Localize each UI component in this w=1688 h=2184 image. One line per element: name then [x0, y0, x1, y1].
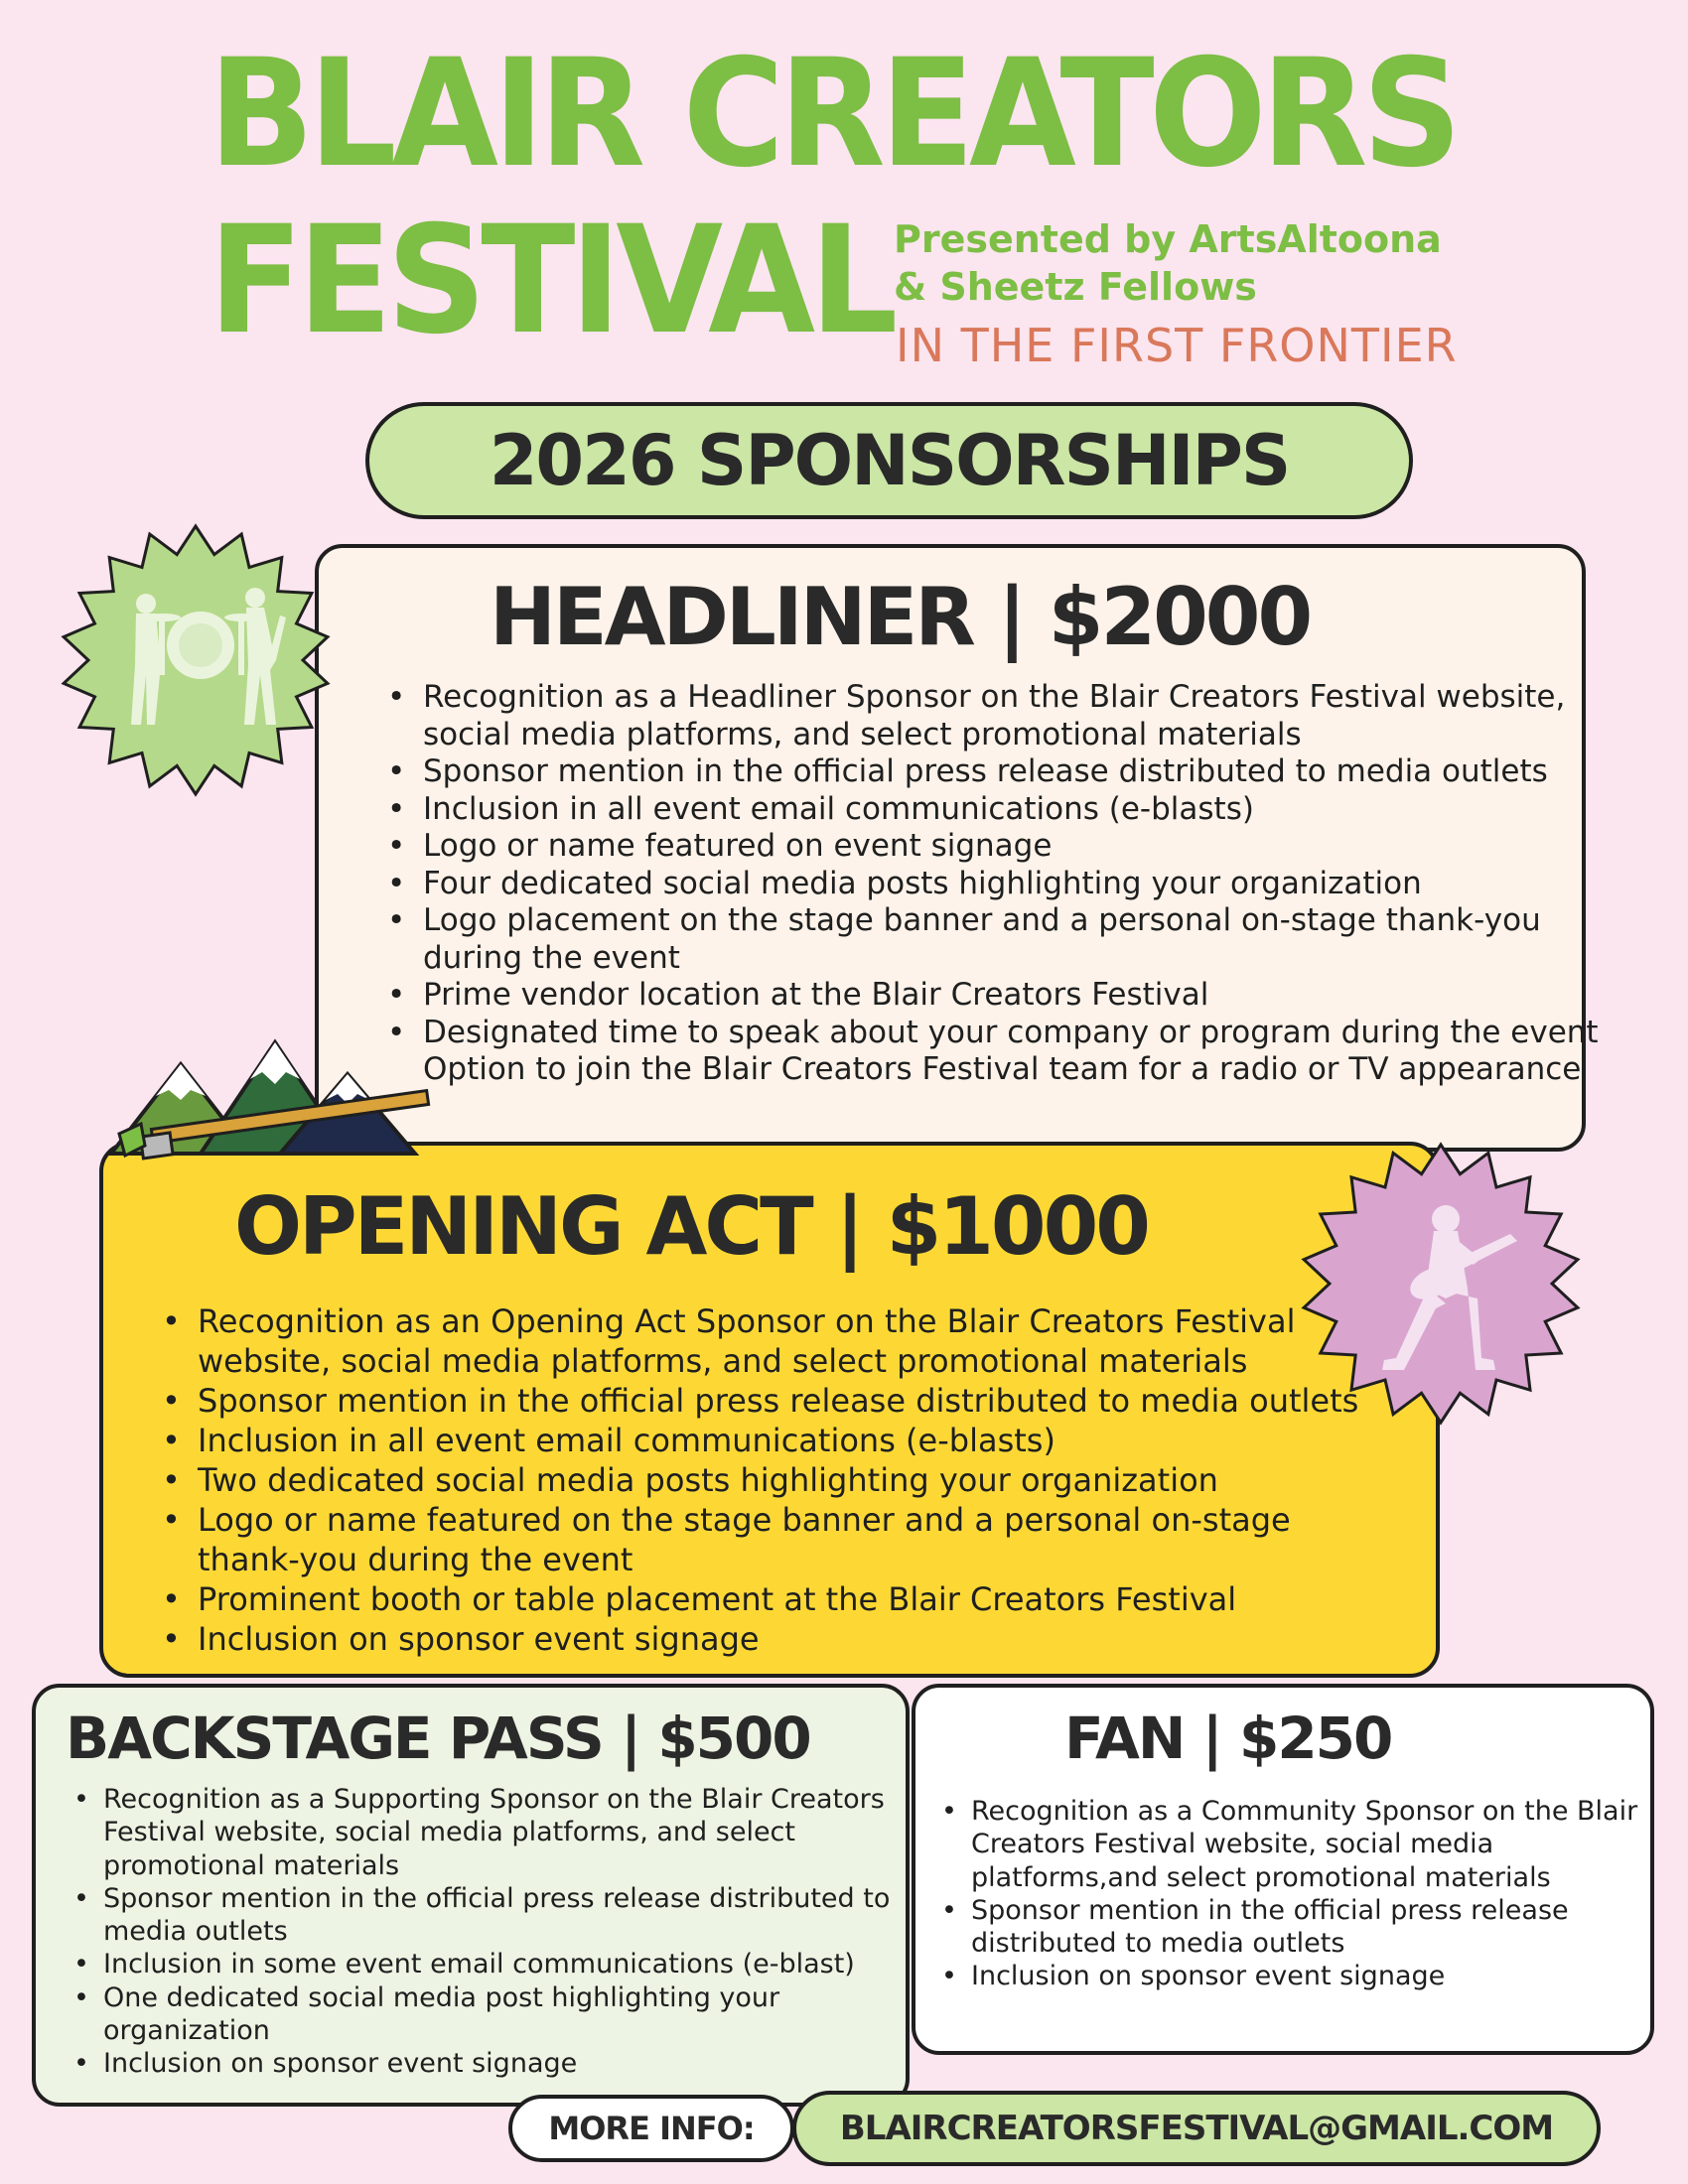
list-item: • Sponsor mention in the official press release distributed to media outlets	[423, 753, 1605, 791]
list-item: • Logo placement on the stage banner and a personal on-stage thank-you during the event	[423, 902, 1605, 977]
presented-by-line2: & Sheetz Fellows	[894, 265, 1257, 309]
more-info-label: MORE INFO:	[508, 2095, 794, 2162]
contact-email-link[interactable]: BLAIRCREATORSFESTIVAL@GMAIL.COM	[792, 2091, 1601, 2166]
headliner-benefits-list	[383, 679, 1605, 1089]
list-item: • Inclusion in some event email communications (e-blast)	[103, 1948, 927, 1980]
guitarist-silhouette-icon	[1297, 1140, 1585, 1428]
festival-title-line2: FESTIVAL	[209, 195, 893, 367]
opening-act-benefits-list	[158, 1301, 1389, 1659]
tagline: IN THE FIRST FRONTIER	[896, 319, 1458, 372]
list-item: • Two dedicated social media posts highlighting your organization	[198, 1460, 1389, 1500]
band-silhouette-icon	[52, 526, 340, 794]
opening-act-tier-title: OPENING ACT | $1000	[234, 1180, 1148, 1273]
list-item: • Logo or name featured on event signage	[423, 828, 1605, 866]
list-item: • Sponsor mention in the official press release distributed to media outlets	[198, 1381, 1389, 1421]
list-item: • Logo or name featured on the stage banner and a personal on-stage thank-you during the event	[198, 1500, 1389, 1579]
fan-tier-title: FAN | $250	[1064, 1705, 1392, 1772]
list-item: • Inclusion in all event email communications (e-blasts)	[198, 1421, 1389, 1460]
backstage-pass-tier-card	[32, 1684, 910, 2107]
sponsorships-banner	[365, 402, 1413, 519]
backstage-pass-tier-title: BACKSTAGE PASS | $500	[66, 1705, 810, 1772]
list-item: • Prominent booth or table placement at the Blair Creators Festival	[198, 1579, 1389, 1619]
list-item: • Inclusion on sponsor event signage	[198, 1619, 1389, 1659]
list-item: • Recognition as a Community Sponsor on the Blair Creators Festival website, social media platforms,and select promotional materials	[971, 1795, 1686, 1894]
headliner-tier-title: HEADLINER | $2000	[490, 571, 1311, 663]
list-item: • One dedicated social media post highlighting your organization	[103, 1981, 927, 2048]
list-item: • Inclusion in all event email communications (e-blasts)	[423, 791, 1605, 829]
list-item: • Recognition as an Opening Act Sponsor on the Blair Creators Festival website, social media platforms, and select promotional materials	[198, 1301, 1389, 1381]
list-item: • Sponsor mention in the official press release distributed to media outlets	[971, 1894, 1686, 1961]
fan-benefits-list	[935, 1795, 1686, 1993]
list-item: • Four dedicated social media posts highlighting your organization	[423, 866, 1605, 903]
sponsorships-banner-text: 2026 SPONSORSHIPS	[489, 420, 1290, 501]
list-item: • Prime vendor location at the Blair Creators Festival	[423, 977, 1605, 1015]
list-item: • Designated time to speak about your company or program during the event	[423, 1015, 1605, 1052]
presented-by-line1: Presented by ArtsAltoona	[894, 217, 1442, 261]
fan-tier-card	[912, 1684, 1654, 2055]
festival-title-line1: BLAIR CREATORS	[209, 28, 1457, 201]
headliner-tier-card	[315, 544, 1599, 1152]
list-item: • Sponsor mention in the official press release distributed to media outlets	[103, 1882, 927, 1949]
list-item: • Inclusion on sponsor event signage	[971, 1960, 1686, 1992]
list-item: • Inclusion on sponsor event signage	[103, 2047, 927, 2080]
opening-act-tier-card	[99, 1142, 1440, 1678]
backstage-pass-benefits-list	[68, 1783, 927, 2081]
list-item: • Recognition as a Headliner Sponsor on the Blair Creators Festival website, social media platforms, and select promotional materials	[423, 679, 1605, 753]
mountains-paintbrush-icon	[111, 1034, 449, 1173]
list-item: Option to join the Blair Creators Festival team for a radio or TV appearance	[423, 1051, 1582, 1087]
list-item: • Recognition as a Supporting Sponsor on the Blair Creators Festival website, social media platforms, and select promotional materials	[103, 1783, 927, 1882]
